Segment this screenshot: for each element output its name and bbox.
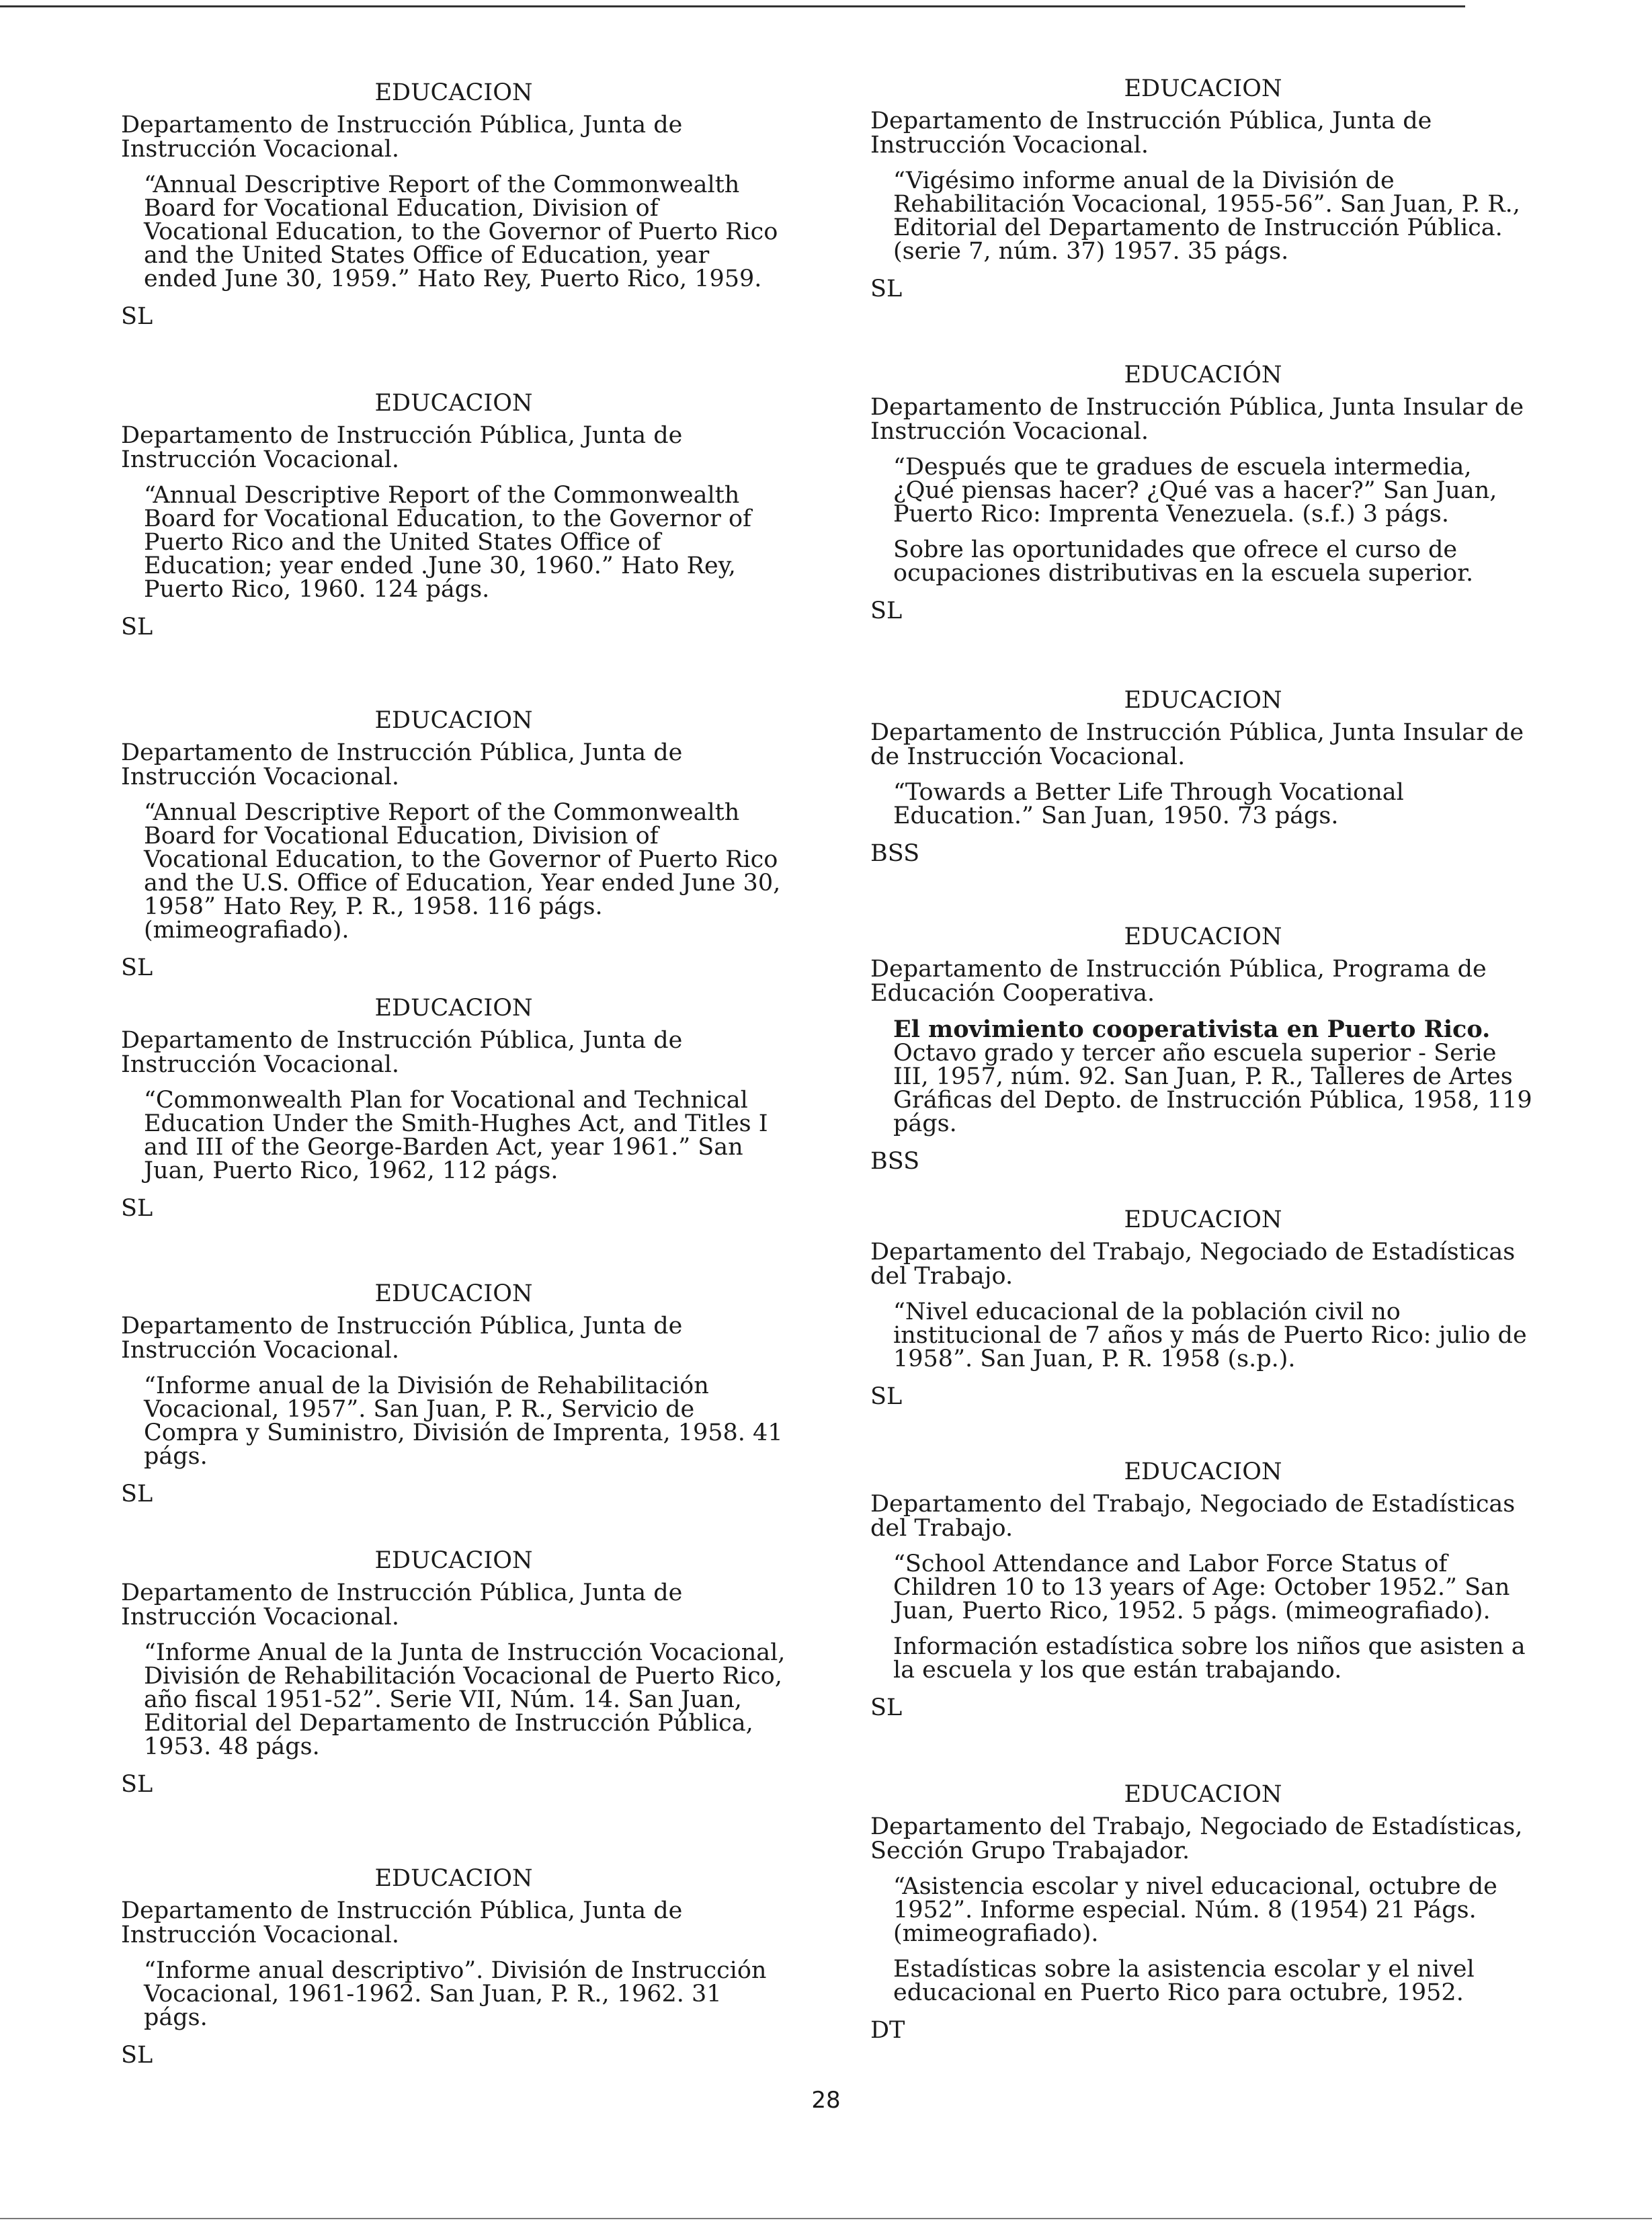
bibliography-entry [121, 390, 786, 640]
library-code: SL [121, 1481, 153, 1507]
library-code: SL [121, 954, 153, 981]
entry-heading: EDUCACION [1124, 1206, 1282, 1233]
entry-heading: EDUCACION [374, 1280, 533, 1307]
entry-heading: EDUCACION [1124, 75, 1282, 102]
entry-note: Información estadística sobre los niños que asisten a la escuela y los que están trabajando. [893, 1633, 1526, 1684]
entry-note: Sobre las oportunidades que ofrece el curso de ocupaciones distributivas en la escuela superior. [893, 536, 1474, 587]
library-code: BSS [870, 840, 920, 867]
entry-description: “Informe anual de la División de Rehabilitación Vocacional, 1957”. San Juan, P. R., Servicio de Compra y Suministro, División de Imprenta, 1958. 41 págs. [144, 1372, 783, 1470]
entry-heading: EDUCACION [374, 707, 533, 734]
library-code: SL [121, 1771, 153, 1798]
entry-heading: EDUCACION [374, 995, 533, 1022]
bottom-rule [0, 2218, 1652, 2219]
entry-agency: Departamento de Instrucción Pública, Junta Insular de Instrucción Vocacional. [870, 394, 1524, 445]
library-code: SL [870, 597, 903, 624]
entry-description: “Después que te gradues de escuela intermedia, ¿Qué piensas hacer? ¿Qué vas a hacer?” San Juan, Puerto Rico: Imprenta Venezuela. (s.f.) 3 págs. [893, 454, 1497, 528]
top-rule [0, 5, 1465, 7]
bibliography-entry [870, 1206, 1536, 1410]
library-code: DT [870, 2017, 905, 2044]
entry-description: “Informe Anual de la Junta de Instrucción Vocacional, División de Rehabilitación Vocacional de Puerto Rico, año fiscal 1951-52”. Serie VII, Núm. 14. San Juan, Editorial del Departamento de Instrucción Pública, 1953. 48 págs. [144, 1639, 786, 1760]
entry-description: “Nivel educacional de la población civil no institucional de 7 años y más de Puerto Rico: julio de 1958”. San Juan, P. R. 1958 (s.p.). [893, 1298, 1527, 1372]
entry-note: Estadísticas sobre la asistencia escolar y el nivel educacional en Puerto Rico para octubre, 1952. [893, 1956, 1475, 2006]
entry-heading: EDUCACION [1124, 1781, 1282, 1808]
library-code: SL [121, 1195, 153, 1222]
entry-heading: EDUCACION [374, 1865, 533, 1892]
library-code: SL [870, 1694, 903, 1721]
entry-description [870, 1018, 1536, 1136]
entry-agency: Departamento de Instrucción Pública, Junta de Instrucción Vocacional. [121, 1027, 683, 1078]
bibliography-entry [121, 1865, 786, 2069]
bibliography-entry [121, 995, 786, 1222]
entry-description: “Informe anual descriptivo”. División de Instrucción Vocacional, 1961-1962. San Juan, P. R., 1962. 31 págs. [144, 1957, 767, 2031]
bibliography-entry [121, 79, 786, 330]
entry-agency: Departamento del Trabajo, Negociado de Estadísticas, Sección Grupo Trabajador. [870, 1813, 1523, 1864]
bibliography-entry [870, 75, 1536, 302]
entry-heading: EDUCACION [374, 390, 533, 417]
entry-heading: EDUCACION [374, 1547, 533, 1574]
entry-agency: Departamento de Instrucción Pública, Junta de Instrucción Vocacional. [121, 1313, 683, 1364]
page-number: 28 [811, 2087, 841, 2114]
entry-agency: Departamento de Instrucción Pública, Programa de Educación Cooperativa. [870, 956, 1487, 1007]
entry-heading: EDUCACION [1124, 1458, 1282, 1485]
entry-description: “Commonwealth Plan for Vocational and Technical Education Under the Smith-Hughes Act, and Titles I and III of the George-Barden Act, year 1961.” San Juan, Puerto Rico, 1962, 112 págs. [144, 1087, 768, 1184]
bibliography-entry [121, 1547, 786, 1798]
entry-agency: Departamento del Trabajo, Negociado de Estadísticas del Trabajo. [870, 1239, 1516, 1290]
entry-description: “School Attendance and Labor Force Status of Children 10 to 13 years of Age: October 1952.” San Juan, Puerto Rico, 1952. 5 págs. (mimeografiado). [893, 1551, 1510, 1624]
entry-description-text: Octavo grado y tercer año escuela superior - Serie III, 1957, núm. 92. San Juan, P. R., Talleres de Artes Gráficas del Depto. de Instrucción Pública, 1958, 119 págs. [893, 1040, 1532, 1137]
bibliography-entry [121, 1280, 786, 1507]
bibliography-entry [870, 687, 1536, 867]
entry-heading: EDUCACION [1124, 687, 1282, 714]
entry-title-bold: El movimiento cooperativista en Puerto Rico. [893, 1016, 1491, 1043]
library-code: SL [121, 2042, 153, 2069]
entry-agency: Departamento de Instrucción Pública, Junta de Instrucción Vocacional. [121, 739, 683, 790]
bibliography-entry [121, 707, 786, 981]
entry-agency: Departamento de Instrucción Pública, Junta de Instrucción Vocacional. [870, 108, 1432, 159]
bibliography-entry [870, 1781, 1536, 2044]
entry-description: “Towards a Better Life Through Vocational Education.” San Juan, 1950. 73 págs. [893, 779, 1404, 829]
entry-agency: Departamento de Instrucción Pública, Junta Insular de de Instrucción Vocacional. [870, 719, 1524, 770]
library-code: SL [870, 1383, 903, 1410]
entry-heading: EDUCACIÓN [1124, 362, 1282, 388]
entry-description: “Annual Descriptive Report of the Commonwealth Board for Vocational Education, Division of Vocational Education, to the Governor of Puerto Rico and the U.S. Office of Education, Year ended June 30, 1958” Hato Rey, P. R., 1958. 116 págs. (mimeografiado). [144, 799, 781, 944]
bibliography-entry [870, 923, 1536, 1175]
bibliography-entry [870, 1458, 1536, 1721]
entry-agency: Departamento de Instrucción Pública, Junta de Instrucción Vocacional. [121, 112, 683, 163]
entry-agency: Departamento de Instrucción Pública, Junta de Instrucción Vocacional. [121, 1897, 683, 1948]
entry-description: “Vigésimo informe anual de la División de Rehabilitación Vocacional, 1955-56”. San Juan, P. R., Editorial del Departamento de Instrucción Pública. (serie 7, núm. 37) 1957. 35 págs. [893, 167, 1520, 265]
entry-agency: Departamento del Trabajo, Negociado de Estadísticas del Trabajo. [870, 1491, 1516, 1542]
library-code: SL [870, 276, 903, 302]
entry-description: “Asistencia escolar y nivel educacional, octubre de 1952”. Informe especial. Núm. 8 (1954) 21 Págs. (mimeografiado). [893, 1873, 1497, 1947]
entry-heading: EDUCACION [374, 79, 533, 106]
entry-agency: Departamento de Instrucción Pública, Junta de Instrucción Vocacional. [121, 1579, 683, 1630]
entry-description: “Annual Descriptive Report of the Commonwealth Board for Vocational Education, Division of Vocational Education, to the Governor of Puerto Rico and the United States Office of Education, year ended June 30, 1959.” Hato Rey, Puerto Rico, 1959. [144, 171, 778, 292]
library-code: SL [121, 303, 153, 330]
entry-agency: Departamento de Instrucción Pública, Junta de Instrucción Vocacional. [121, 422, 683, 473]
bibliography-entry [870, 362, 1536, 624]
library-code: SL [121, 614, 153, 640]
entry-heading: EDUCACION [1124, 923, 1282, 950]
entry-description: “Annual Descriptive Report of the Commonwealth Board for Vocational Education, to the Governor of Puerto Rico and the United States Office of Education; year ended .June 30, 1960.” Hato Rey, Puerto Rico, 1960. 124 págs. [144, 482, 752, 603]
library-code: BSS [870, 1148, 920, 1175]
